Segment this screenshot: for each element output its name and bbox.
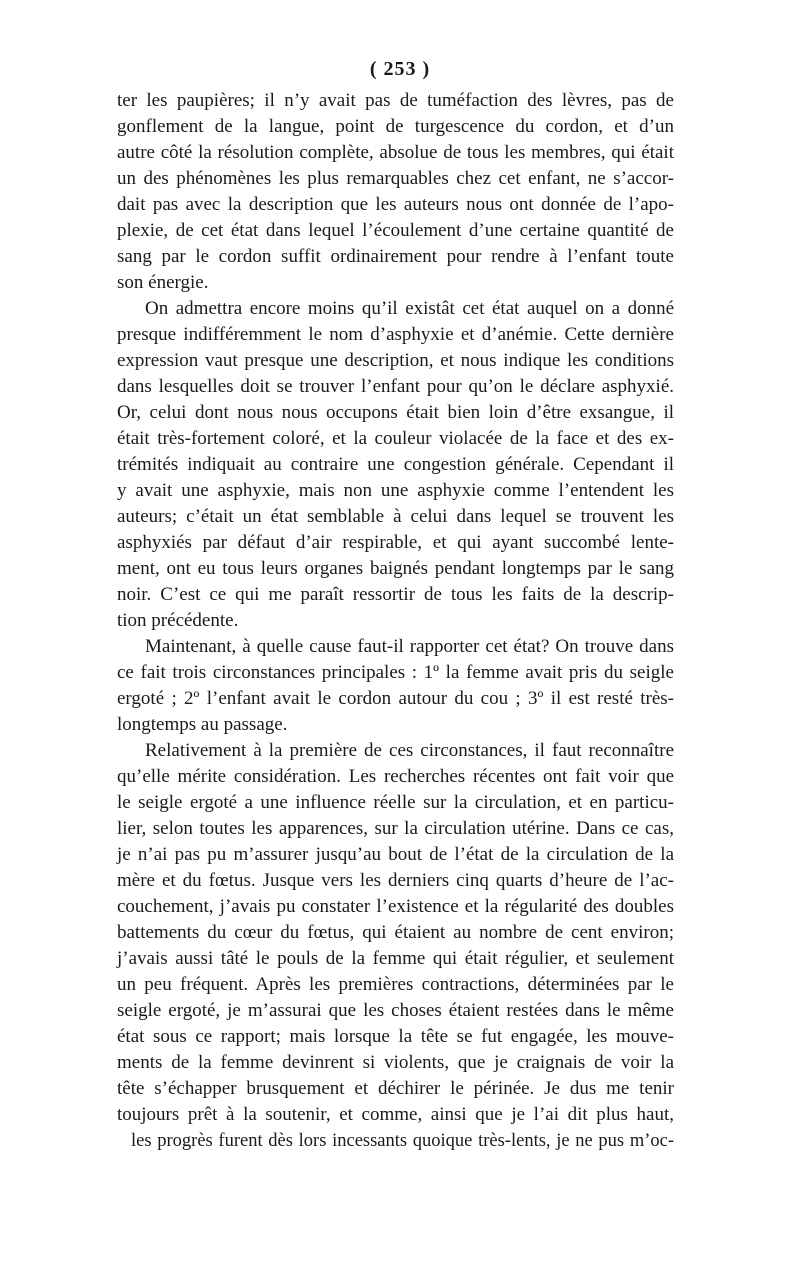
text-line: asphyxiés par défaut d’air respirable, et qui ayant succombé lente-	[117, 532, 674, 553]
text-line: un des phénomènes les plus remarquables chez cet enfant, ne s’accor-	[117, 168, 674, 189]
text-line: tion précédente.	[117, 610, 239, 631]
text-line: ergoté ; 2º l’enfant avait le cordon autour du cou ; 3º il est resté très-	[117, 688, 674, 709]
text-line: tête s’échapper brusquement et déchirer le périnée. Je dus me tenir	[117, 1078, 674, 1099]
text-line: ment, ont eu tous leurs organes baignés pendant longtemps par le sang	[117, 558, 674, 579]
text-line: ce fait trois circonstances principales : 1º la femme avait pris du seigle	[117, 662, 674, 683]
text-line: sang par le cordon suffit ordinairement pour rendre à l’enfant toute	[117, 246, 674, 267]
text-line: auteurs; c’était un état semblable à celui dans lequel se trouvent les	[117, 506, 674, 527]
paragraph-first-line: On admettra encore moins qu’il existât cet état auquel on a donné	[145, 298, 674, 319]
text-line: battements du cœur du fœtus, qui étaient au nombre de cent environ;	[117, 922, 674, 943]
text-line: mère et du fœtus. Jusque vers les derniers cinq quarts d’heure de l’ac-	[117, 870, 674, 891]
text-line: son énergie.	[117, 272, 209, 293]
text-line: expression vaut presque une description, et nous indique les conditions	[117, 350, 674, 371]
text-line: autre côté la résolution complète, absolue de tous les membres, qui était	[117, 142, 674, 163]
text-line: toujours prêt à la soutenir, et comme, ainsi que je l’ai dit plus haut,	[117, 1104, 674, 1125]
text-line: plexie, de cet état dans lequel l’écoulement d’une certaine quantité de	[117, 220, 674, 241]
text-line: y avait une asphyxie, mais non une asphyxie comme l’entendent les	[117, 480, 674, 501]
text-line: seigle ergoté, je m’assurai que les choses étaient restées dans le même	[117, 1000, 674, 1021]
text-line: gonflement de la langue, point de turgescence du cordon, et d’un	[117, 116, 674, 137]
paragraph-first-line: Relativement à la première de ces circonstances, il faut reconnaître	[145, 740, 674, 761]
text-line: longtemps au passage.	[117, 714, 288, 735]
text-line: lier, selon toutes les apparences, sur la circulation utérine. Dans ce cas,	[117, 818, 674, 839]
paragraph-first-line: Maintenant, à quelle cause faut-il rapporter cet état? On trouve dans	[145, 636, 674, 657]
text-line: ments de la femme devinrent si violents, que je craignais de voir la	[117, 1052, 674, 1073]
text-line: Or, celui dont nous nous occupons était bien loin d’être exsangue, il	[117, 402, 674, 423]
text-line: ter les paupières; il n’y avait pas de tuméfaction des lèvres, pas de	[117, 90, 674, 111]
text-line: couchement, j’avais pu constater l’existence et la régularité des doubles	[117, 896, 674, 917]
text-line: trémités indiquait au contraire une congestion générale. Cependant il	[117, 454, 674, 475]
body-text	[117, 88, 674, 1154]
text-line: état sous ce rapport; mais lorsque la tête se fut engagée, les mouve-	[117, 1026, 674, 1047]
text-line: noir. C’est ce qui me paraît ressortir de tous les faits de la descrip-	[117, 584, 674, 605]
text-line: les progrès furent dès lors incessants quoique très-lents, je ne pus m’oc-	[131, 1131, 674, 1151]
text-line: dait pas avec la description que les auteurs nous ont donnée de l’apo-	[117, 194, 674, 215]
text-line: je n’ai pas pu m’assurer jusqu’au bout de l’état de la circulation de la	[117, 844, 674, 865]
page-number: ( 253 )	[369, 58, 431, 80]
text-line: j’avais aussi tâté le pouls de la femme qui était régulier, et seulement	[117, 948, 674, 969]
text-line: presque indifféremment le nom d’asphyxie et d’anémie. Cette dernière	[117, 324, 674, 345]
text-line: dans lesquelles doit se trouver l’enfant pour qu’on le déclare asphyxié.	[117, 376, 674, 397]
text-line: était très-fortement coloré, et la couleur violacée de la face et des ex-	[117, 428, 674, 449]
text-line: qu’elle mérite considération. Les recherches récentes ont fait voir que	[117, 766, 674, 787]
text-line: un peu fréquent. Après les premières contractions, déterminées par le	[117, 974, 674, 995]
text-line: le seigle ergoté a une influence réelle sur la circulation, et en particu-	[117, 792, 674, 813]
